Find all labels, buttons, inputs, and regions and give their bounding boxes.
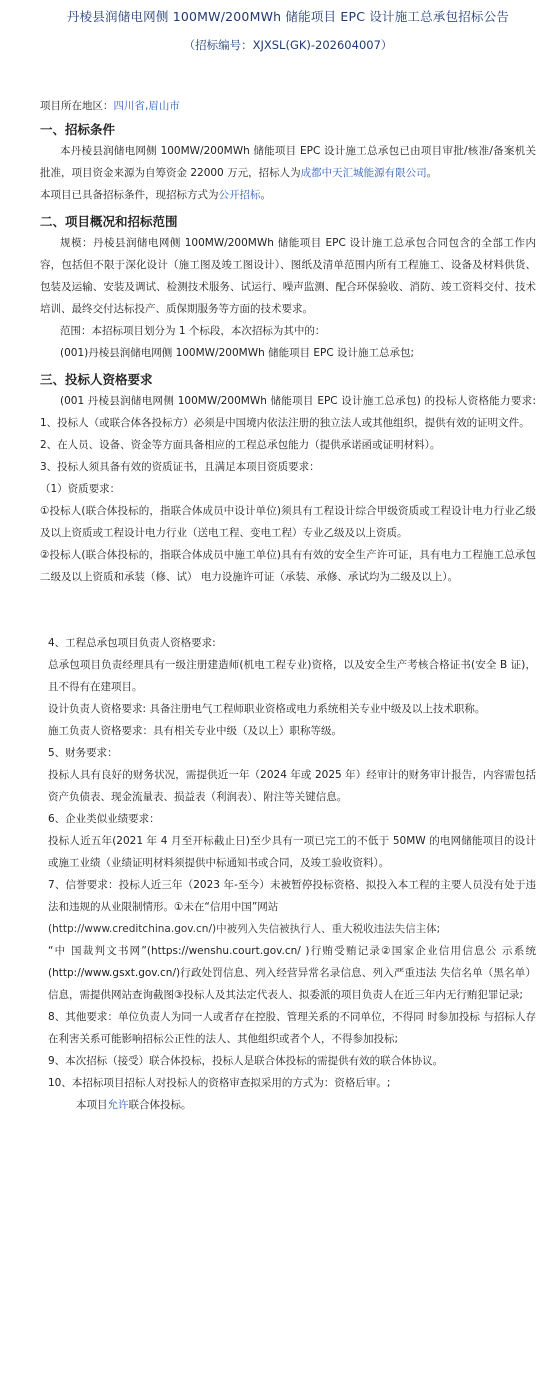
section-2-heading: 二、项目概况和招标范围 — [40, 214, 178, 229]
req-10-review: 10、本招标项目招标人对投标人的资格审查拟采用的方式为：资格后审。; — [48, 1077, 391, 1089]
section-3-paragraph-3: 3、投标人须具备有效的资质证书，且满足本项目资质要求： — [40, 461, 320, 473]
consortium-allowed: 允许 — [107, 1099, 129, 1111]
section-2-scale: 规模：丹棱县润储电网侧 100MW/200MWh 储能项目 EPC 设计施工总承包合同包含的全部工作内容，包括但不限于深化设计（施工图及竣工图设计）、图纸及清单范围内所有工程施工、设备及材料供货、包装及运输、安装及调试、检测技术服务、试运行、噪声监测、配合环保验收、消防、竣工资料交付、技术培训、最终交付达标投产、质保期服务等方面的技术要求。 — [40, 237, 536, 315]
section-1-paragraph-2 — [40, 184, 536, 206]
req-4-heading: 4、工程总承包项目负责人资格要求: — [48, 637, 216, 649]
project-location — [40, 98, 536, 114]
section-3-paragraph-4: （1）资质要求： — [40, 483, 121, 495]
location-value: 四川省,眉山市 — [113, 100, 180, 112]
req-6-heading: 6、企业类似业绩要求： — [48, 813, 160, 825]
consortium-note-a: 本项目 — [76, 1099, 108, 1111]
section-1-text-2: 本项目已具备招标条件，现招标方式为 — [40, 189, 219, 201]
req-7-creditchina-link: (http://www.creditchina.gov.cn/)中被列入失信被执行人、重大税收违法失信主体; — [48, 923, 441, 935]
section-3-paragraph-5: ①投标人(联合体投标的，指联合体成员中设计单位)须具有工程设计综合甲级资质或工程设计电力行业乙级及以上资质或工程设计电力行业（送电工程、变电工程）专业乙级及以上资质。 — [40, 505, 536, 539]
location-label: 项目所在地区： — [40, 100, 114, 112]
req-4-design: 设计负责人资格要求: 具备注册电气工程师职业资格或电力系统相关专业中级及以上技术职称。 — [48, 703, 486, 715]
section-3-paragraph-1: (001 丹棱县润储电网侧 100MW/200MWh 储能项目 EPC 设计施工总承包) 的投标人资格能力要求: 1、投标人（或联合体各投标方）必须是中国境内依法注册的独立法人或其他组织，提供有效的证明文件。 — [40, 395, 536, 429]
req-5-finance: 投标人具有良好的财务状况，需提供近一年（2024 年或 2025 年）经审计的财务审计报告，内容需包括资产负债表、现金流量表、损益表（利润表）、附注等关键信息。 — [48, 769, 536, 803]
section-1-text-2-end: 。 — [260, 189, 271, 201]
consortium-note-c: 联合体投标。 — [128, 1099, 192, 1111]
req-5-heading: 5、财务要求： — [48, 747, 118, 759]
req-9-consortium: 9、本次招标（接受）联合体投标，投标人是联合体投标的需提供有效的联合体协议。 — [48, 1055, 444, 1067]
spacer — [40, 588, 536, 632]
requirements-continued — [40, 632, 536, 1116]
consortium-note — [48, 1094, 536, 1116]
req-7-credit: 7、信誉要求：投标人近三年（2023 年-至今）未被暂停投标资格、拟投入本工程的主要人员没有处于违法和违规的从业限制情形。①未在“信用中国”网站 — [48, 879, 536, 913]
page-title: 丹棱县润储电网侧 100MW/200MWh 储能项目 EPC 设计施工总承包招标公告 — [66, 9, 510, 24]
req-7-records: “中 国裁判文书网”(https://wenshu.court.gov.cn/ )行贿受贿记录②国家企业信用信息公 示系统(http://www.gsxt.gov.cn/)行政处罚信息、列入经营异常名录信息、列入严重违法 失信名单（黑名单）信息，需提供网站查询截图③投标人及其法定代表人、拟委派的项目负责人在近三年内无行贿犯罪记录; — [48, 945, 536, 1001]
req-6-performance: 投标人近五年(2021 年 4 月至开标截止日)至少具有一项已完工的不低于 50MW 的电网储能项目的设计或施工业绩（业绩证明材料须提供中标通知书或合同，及竣工验收资料）。 — [48, 835, 536, 869]
section-2-lot: (001)丹棱县润储电网侧 100MW/200MWh 储能项目 EPC 设计施工总承包; — [60, 347, 415, 359]
section-3-paragraph-2: 2、在人员、设备、资金等方面具备相应的工程总承包能力（提供承诺函或证明材料）。 — [40, 439, 441, 451]
section-1-text-end: 。 — [426, 167, 438, 179]
req-4-construction: 施工负责人资格要求：具有相关专业中级（及以上）职称等级。 — [48, 725, 342, 737]
tender-method: 公开招标 — [218, 189, 261, 201]
req-8-other: 8、其他要求：单位负责人为同一人或者存在控股、管理关系的不同单位，不得同 时参加投标 与招标人存在利害关系可能影响招标公正性的法人、其他组织或者个人，不得参加投标; — [48, 1011, 536, 1045]
section-1-text: 本丹棱县润储电网侧 100MW/200MWh 储能项目 EPC 设计施工总承包已由项目审批/核准/备案机关批准，项目资金来源为自筹资金 22000 万元，招标人为 — [40, 145, 536, 179]
tenderer-name: 成都中天汇城能源有限公司 — [300, 167, 427, 179]
section-2-scope: 范围：本招标项目划分为 1 个标段，本次招标为其中的： — [60, 325, 326, 337]
section-1-paragraph-1 — [40, 140, 536, 184]
tender-code: （招标编号：XJXSL(GK)-202604007） — [183, 38, 393, 52]
section-3-heading: 三、投标人资格要求 — [40, 372, 153, 387]
section-3-paragraph-6: ②投标人(联合体投标的，指联合体成员中施工单位)具有有效的安全生产许可证，具有电力工程施工总承包二级及以上资质和承装（修、试） 电力设施许可证（承装、承修、承试均为二级及以上）。 — [40, 549, 536, 583]
section-1-heading: 一、招标条件 — [40, 122, 116, 137]
req-4-pm: 总承包项目负责经理具有一级注册建造师(机电工程专业)资格，以及安全生产考核合格证书(安全 B 证)，且不得有在建项目。 — [48, 659, 536, 693]
